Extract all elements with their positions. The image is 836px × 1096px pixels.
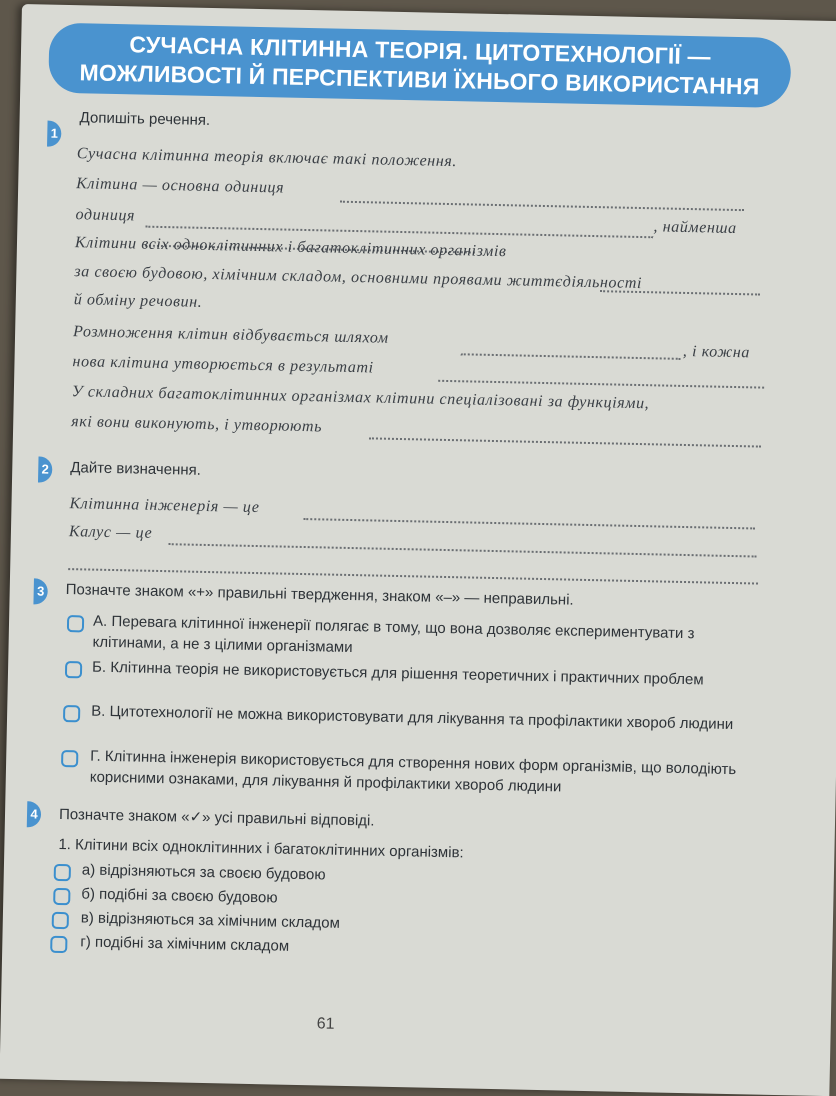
answer-line[interactable] (461, 353, 681, 360)
task1-line: й обміну речовин. (73, 291, 203, 311)
answer-line[interactable] (68, 568, 758, 584)
task-number-badge: 3 (33, 578, 48, 604)
answer-checkbox[interactable] (63, 705, 80, 722)
answer-checkbox[interactable] (50, 936, 67, 953)
page-number: 61 (316, 1015, 335, 1033)
task3-option: Г. Клітинна інженерія використовується для створення нових форм організмів, що володіють корисними ознаками, для лікування й профілактики хвороб людини (89, 747, 737, 796)
answer-checkbox[interactable] (53, 888, 70, 905)
workbook-page (0, 4, 836, 1096)
task4-question: 1. Клітини всіх одноклітинних і багатоклітинних організмів: (58, 835, 464, 862)
answer-checkbox[interactable] (61, 750, 78, 767)
task1-line: одиниця (75, 206, 136, 225)
answer-checkbox[interactable] (65, 661, 82, 678)
task3-option: Б. Клітинна теорія не використовується для рішення теоретичних і практичних проблем (91, 658, 704, 689)
task1-line: Сучасна клітинна теорія включає такі положення. (76, 145, 458, 171)
task-number-badge: 1 (47, 121, 62, 147)
task2-line: Клітинна інженерія — це (69, 495, 260, 517)
answer-line[interactable] (169, 543, 757, 557)
answer-checkbox[interactable] (67, 615, 84, 632)
task1-line: , найменша (653, 218, 737, 238)
task4-option: г) подібні за хімічним складом (80, 933, 290, 955)
title-line-2: МОЖЛИВОСТІ Й ПЕРСПЕКТИВИ ЇХНЬОГО ВИКОРИСТАННЯ (79, 59, 760, 100)
task4-instruction: Позначте знаком «✓» усі правильні відповіді. (58, 805, 375, 830)
task3-option: В. Цитотехнології не можна використовувати для лікування та профілактики хвороб людини (91, 702, 734, 734)
title-banner (48, 23, 791, 109)
task1-line: , і кожна (682, 342, 751, 362)
task3-instruction: Позначте знаком «+» правильні твердження, знаком «–» — неправильні. (65, 581, 574, 609)
task2-line: Калус — це (68, 523, 153, 542)
answer-checkbox[interactable] (54, 864, 71, 881)
task4-option: б) подібні за своєю будовою (81, 885, 278, 907)
answer-line[interactable] (303, 518, 755, 529)
task3-option: А. Перевага клітинної інженерії полягає в тому, що вона дозволяє експериментувати з клітинами, а не з цілими організмами (92, 612, 695, 657)
task1-line: за своєю будовою, хімічним складом, основними проявами життєдіяльності (74, 263, 643, 293)
task2-instruction: Дайте визначення. (70, 459, 202, 479)
task4-option: в) відрізняються за хімічним складом (80, 909, 341, 932)
task4-option: а) відрізняються за своєю будовою (81, 861, 326, 884)
answer-line[interactable] (369, 437, 761, 447)
title-line-1: СУЧАСНА КЛІТИННА ТЕОРІЯ. ЦИТОТЕХНОЛОГІЇ — (129, 31, 712, 70)
answer-line[interactable] (438, 380, 764, 389)
task1-line: Клітина — основна одиниця (76, 175, 285, 197)
task1-line: які вони виконують, і утворюють (71, 413, 323, 436)
task1-line: У складних багатоклітинних організмах клітини спеціалізовані за функціями, (71, 383, 650, 413)
task-number-badge: 4 (27, 801, 42, 827)
answer-line[interactable] (340, 201, 744, 211)
task1-instruction: Допишіть речення. (79, 109, 211, 129)
task-number-badge: 2 (38, 456, 53, 482)
task1-line: Клітини всіх одноклітинних і багатоклітинних організмів (74, 234, 507, 261)
task1-line: нова клітина утворюється в результаті (72, 353, 374, 377)
answer-checkbox[interactable] (52, 912, 69, 929)
task1-line: Розмноження клітин відбувається шляхом (72, 323, 389, 347)
